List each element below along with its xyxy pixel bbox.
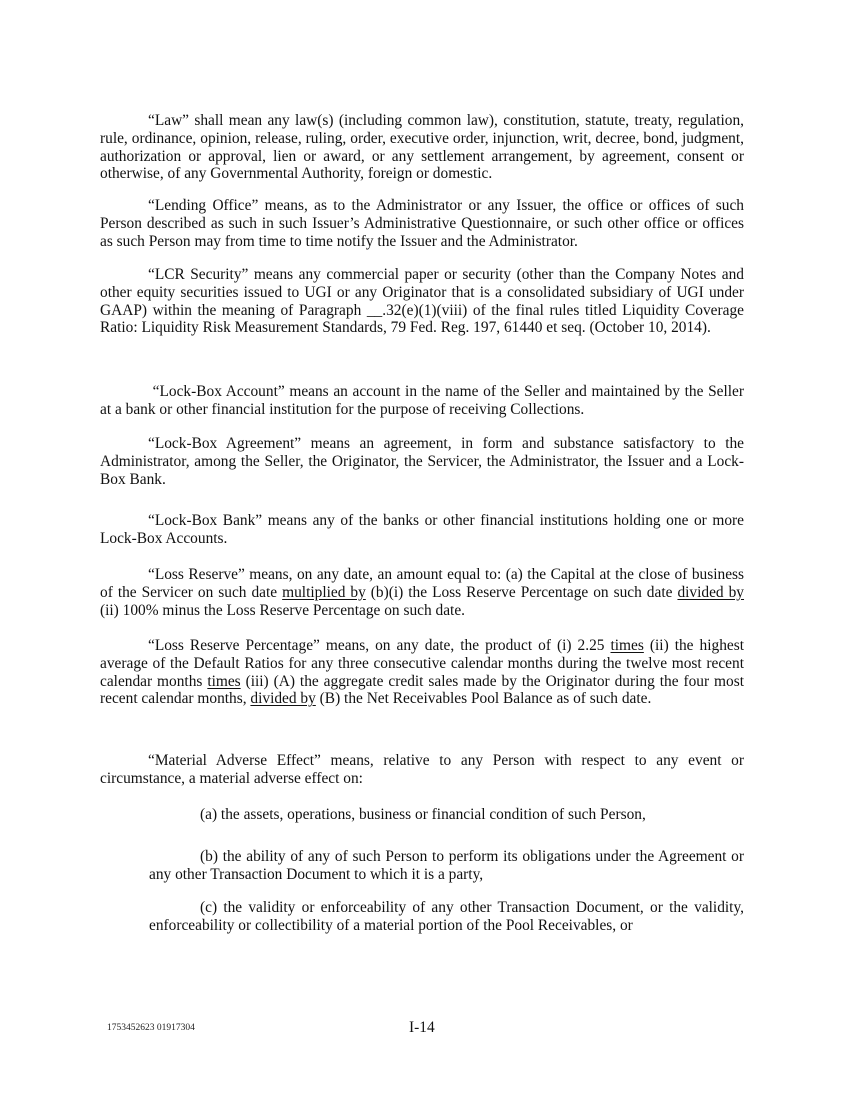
page-number: I-14: [409, 1019, 435, 1036]
mae-clause-a: (a) the assets, operations, business or financial condition of such Person,: [200, 806, 646, 823]
divided-by-term: divided by: [677, 583, 745, 601]
definition-lending-office: “Lending Office” means, as to the Administrator or any Issuer, the office or offices of such Person described as such in such Issuer’s Administrative Questionnaire, or such other office or offices as such Person may from time to time notify the Issuer and the Administrator.: [100, 197, 744, 250]
definition-lcr-security: “LCR Security” means any commercial paper or security (other than the Company Notes and other equity securities issued to UGI or any Originator that is a consolidated subsidiary of UGI under GAAP) within the meaning of Paragraph __.32(e)(1)(viii) of the final rules titled Liquidity Coverage Ratio: Liquidity Risk Measurement Standards, 79 Fed. Reg. 197, 61440 et seq. (October 10, 2014).: [100, 266, 744, 337]
divided-by-term: divided by: [250, 690, 316, 708]
mae-clause-c: (c) the validity or enforceability of any other Transaction Document, or the validity, enforceability or collectibility of a material portion of the Pool Receivables, or: [149, 899, 744, 934]
definition-law: “Law” shall mean any law(s) (including common law), constitution, statute, treaty, regulation, rule, ordinance, opinion, release, ruling, order, executive order, injunction, writ, decree, bond, judgment, authorization or approval, lien or award, or any settlement arrangement, by agreement, consent or otherwise, of any Governmental Authority, foreign or domestic.: [100, 112, 744, 183]
times-term: times: [610, 637, 644, 654]
definition-loss-reserve: “Loss Reserve” means, on any date, an amount equal to: (a) the Capital at the close of business of the Servicer on such date multiplied by (b)(i) the Loss Reserve Percentage on such date divided by (ii) 100% minus the Loss Reserve Percentage on such date.: [100, 566, 745, 619]
definition-lock-box-bank: “Lock-Box Bank” means any of the banks or other financial institutions holding one or more Lock-Box Accounts.: [100, 512, 744, 547]
definition-loss-reserve-percentage: “Loss Reserve Percentage” means, on any date, the product of (i) 2.25 times (ii) the highest average of the Default Ratios for any three consecutive calendar months during the twelve most recent calendar months times (iii) (A) the aggregate credit sales made by the Originator during the four most recent calendar months, divided by (B) the Net Receivables Pool Balance as of such date.: [100, 637, 745, 708]
definition-lock-box-agreement: “Lock-Box Agreement” means an agreement, in form and substance satisfactory to the Administrator, among the Seller, the Originator, the Servicer, the Administrator, the Issuer and a Lock-Box Bank.: [100, 435, 744, 488]
definition-lock-box-account: “Lock-Box Account” means an account in the name of the Seller and maintained by the Seller at a bank or other financial institution for the purpose of receiving Collections.: [100, 383, 744, 418]
definition-material-adverse-effect: “Material Adverse Effect” means, relative to any Person with respect to any event or circumstance, a material adverse effect on:: [100, 752, 744, 787]
mae-clause-b: (b) the ability of any of such Person to perform its obligations under the Agreement or any other Transaction Document to which it is a party,: [149, 848, 744, 883]
document-id: 1753452623 01917304: [107, 1023, 195, 1033]
multiplied-by-term: multiplied by: [282, 583, 366, 601]
times-term: times: [207, 672, 241, 690]
